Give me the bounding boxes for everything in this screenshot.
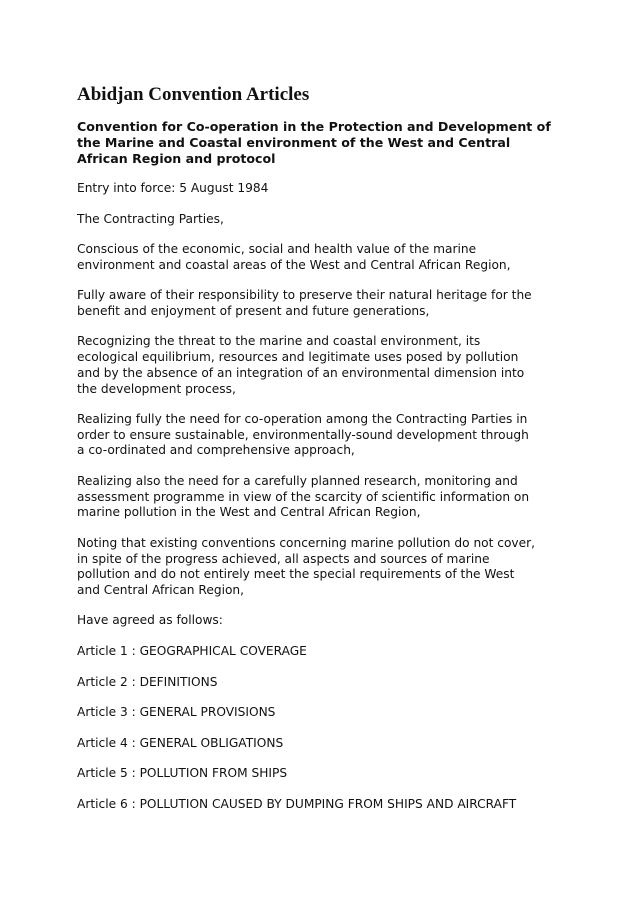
document-title: Abidjan Convention Articles bbox=[77, 84, 310, 105]
paragraph-line: Realizing also the need for a carefully planned research, monitoring and bbox=[77, 473, 518, 488]
preamble-paragraph bbox=[77, 288, 617, 319]
paragraph-line: pollution and do not entirely meet the special requirements of the West bbox=[77, 567, 515, 582]
article-item-3: Article 3 : GENERAL PROVISIONS bbox=[77, 705, 276, 720]
paragraph-line: Recognizing the threat to the marine and coastal environment, its bbox=[77, 334, 481, 349]
paragraph-line: ecological equilibrium, resources and legitimate uses posed by pollution bbox=[77, 350, 519, 365]
article-item-2: Article 2 : DEFINITIONS bbox=[77, 674, 218, 689]
convention-subtitle bbox=[77, 119, 617, 167]
paragraph-line: in spite of the progress achieved, all aspects and sources of marine bbox=[77, 551, 490, 566]
paragraph-line: a co-ordinated and comprehensive approach, bbox=[77, 443, 355, 458]
paragraph-line: the development process, bbox=[77, 381, 236, 396]
preamble-paragraph bbox=[77, 536, 617, 599]
preamble-paragraph bbox=[77, 334, 617, 397]
subtitle-line: Convention for Co-operation in the Protection and Development of bbox=[77, 119, 551, 134]
preamble bbox=[77, 242, 617, 599]
subtitle-line: African Region and protocol bbox=[77, 151, 276, 166]
paragraph-line: benefit and enjoyment of present and future generations, bbox=[77, 303, 430, 318]
entry-into-force: Entry into force: 5 August 1984 bbox=[77, 181, 269, 195]
paragraph-line: assessment programme in view of the scarcity of scientific information on bbox=[77, 489, 530, 504]
paragraph-line: Noting that existing conventions concerning marine pollution do not cover, bbox=[77, 535, 536, 550]
article-item-1: Article 1 : GEOGRAPHICAL COVERAGE bbox=[77, 643, 307, 658]
agreed-statement: Have agreed as follows: bbox=[77, 613, 223, 628]
paragraph-line: Fully aware of their responsibility to preserve their natural heritage for the bbox=[77, 288, 532, 303]
document-page bbox=[77, 83, 617, 828]
paragraph-line: marine pollution in the West and Central African Region, bbox=[77, 505, 421, 520]
article-item-4: Article 4 : GENERAL OBLIGATIONS bbox=[77, 735, 284, 750]
article-item-5: Article 5 : POLLUTION FROM SHIPS bbox=[77, 766, 288, 781]
article-list bbox=[77, 644, 617, 813]
paragraph-line: and Central African Region, bbox=[77, 582, 245, 597]
preamble-paragraph bbox=[77, 412, 617, 459]
preamble-paragraph bbox=[77, 242, 617, 273]
paragraph-line: environment and coastal areas of the West and Central African Region, bbox=[77, 257, 511, 272]
subtitle-line: the Marine and Coastal environment of the West and Central bbox=[77, 135, 511, 150]
paragraph-line: Realizing fully the need for co-operation among the Contracting Parties in bbox=[77, 412, 528, 427]
preamble-paragraph bbox=[77, 474, 617, 521]
paragraph-line: and by the absence of an integration of an environmental dimension into bbox=[77, 365, 525, 380]
paragraph-line: Conscious of the economic, social and health value of the marine bbox=[77, 242, 477, 256]
contracting-parties: The Contracting Parties, bbox=[77, 211, 224, 226]
article-item-6: Article 6 : POLLUTION CAUSED BY DUMPING FROM SHIPS AND AIRCRAFT bbox=[77, 796, 517, 811]
paragraph-line: order to ensure sustainable, environmentally-sound development through bbox=[77, 427, 529, 442]
